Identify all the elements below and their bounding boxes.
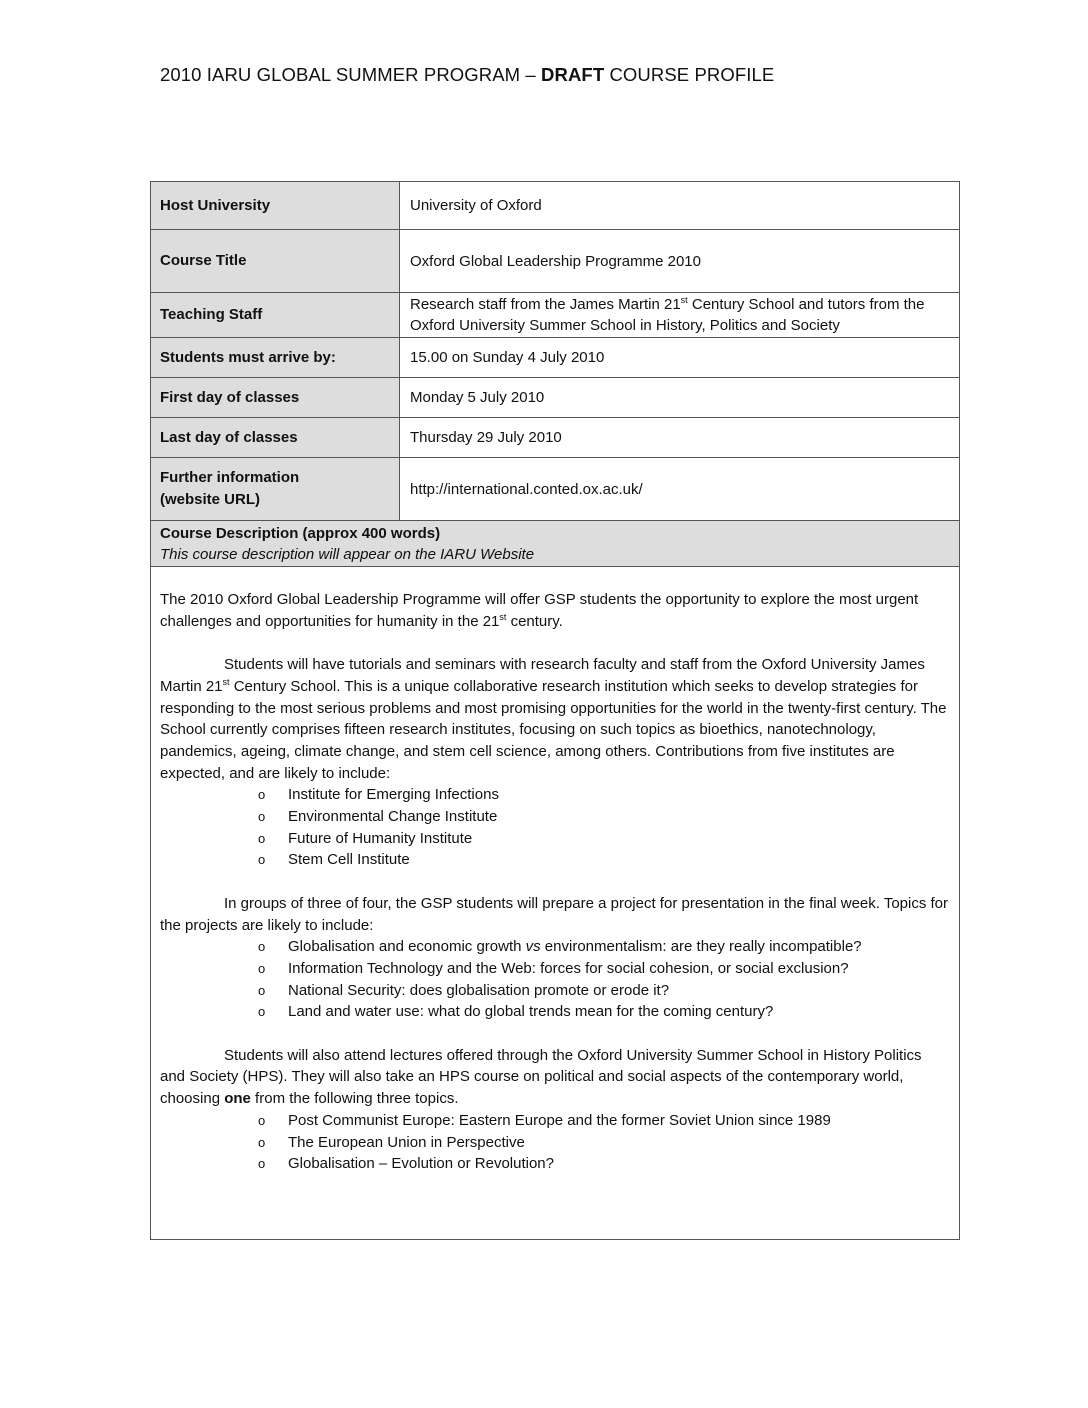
text: Students will have tutorials and seminars with research faculty and staff from the Oxford University James Martin 21 [160,656,925,695]
value: Monday 5 July 2010 [410,389,545,406]
list-item [160,1001,950,1023]
text: from the following three topics. [250,1090,459,1108]
text: Land and water use: what do global trends mean for the coming century? [288,1003,774,1021]
row-first-day [151,378,959,418]
text: Information Technology and the Web: forces for social cohesion, or social exclusion? [288,959,849,977]
description-body [151,567,959,1239]
label: First day of classes [151,378,400,417]
row-last-day [151,418,959,458]
description-header [151,521,959,567]
bullet-icon: o [258,1112,266,1128]
text: Future of Humanity Institute [288,829,473,847]
list-item [160,1153,950,1175]
description-subheading: This course description will appear on the IARU Website [160,546,535,563]
institutes-list [160,784,950,871]
bullet-icon: o [258,1134,266,1150]
row-arrival [151,338,959,378]
paragraph-tutorials [160,654,950,784]
value: University of Oxford [410,197,542,214]
superscript: st [222,676,230,687]
text: Post Communist Europe: Eastern Europe and the former Soviet Union since 1989 [288,1111,831,1129]
hps-courses-list [160,1110,950,1175]
value: Oxford Global Leadership Programme 2010 [410,252,701,270]
bullet-icon: o [258,1156,266,1172]
list-item [160,784,950,806]
bullet-icon: o [258,982,266,998]
value: 15.00 on Sunday 4 July 2010 [410,349,605,366]
list-item [160,980,950,1002]
row-further-info [151,458,959,521]
paragraph-projects: In groups of three of four, the GSP students will prepare a project for presentation in the final week. Topics for the projects are likely to include: [160,894,949,934]
text-italic: vs [525,938,541,956]
list-item [160,849,950,871]
label: Host University [151,182,400,229]
row-course-title [151,230,959,293]
bullet-icon: o [258,787,266,803]
text: Globalisation and economic growth [288,938,526,956]
label: Last day of classes [151,418,400,457]
text: century. [506,612,563,630]
text: Institute for Emerging Infections [288,786,499,804]
bullet-icon: o [258,939,266,955]
label: Teaching Staff [151,293,400,337]
label: Students must arrive by: [151,338,400,377]
text: Research staff from the James Martin 21 [410,296,681,313]
title-suffix: COURSE PROFILE [604,64,775,85]
row-host-university [151,182,959,230]
text: The 2010 Oxford Global Leadership Programme will offer GSP students the opportunity to explore the most urgent challenges and opportunities for humanity in the 21 [160,591,919,630]
text: Environmental Change Institute [288,808,498,826]
bullet-icon: o [258,852,266,868]
website-url-link[interactable]: http://international.conted.ox.ac.uk/ [410,480,643,498]
superscript: st [499,611,507,622]
list-item [160,806,950,828]
title-prefix: 2010 IARU GLOBAL SUMMER PROGRAM – [160,64,542,85]
text: environmentalism: are they really incompatible? [540,938,862,956]
page-title [160,64,774,86]
label [151,458,400,520]
list-item [160,828,950,850]
superscript: st [680,295,688,305]
text-bold: one [224,1090,251,1108]
paragraph-hps [160,1045,950,1110]
text: Century School and tutors from the Oxford University Summer School in History, Politics and Society [410,296,925,334]
description-heading: Course Description (approx 400 words) [160,525,441,542]
list-item [160,958,950,980]
bullet-icon: o [258,809,266,825]
label-line: (website URL) [160,491,261,508]
text: Century School. This is a unique collaborative research institution which seeks to develop strategies for responding to the most serious problems and most promising opportunities for the world in the twenty-first century. The School currently comprises fifteen research institutes, focusing on such topics as bioethics, nanotechnology, pandemics, ageing, climate change, and stem cell science, among others. Contributions from five institutes are expected, and are likely to include: [160,677,947,782]
list-item [160,1132,950,1154]
label: Course Title [151,230,400,292]
value: Thursday 29 July 2010 [410,429,562,446]
text: Globalisation – Evolution or Revolution? [288,1155,554,1173]
text: The European Union in Perspective [288,1133,525,1151]
course-profile-table [150,181,960,1240]
bullet-icon: o [258,830,266,846]
text: Students will also attend lectures offered through the Oxford University Summer School in History Politics and Society (HPS). They will also take an HPS course on political and social aspects of the contemporary world, choosing [160,1046,922,1108]
list-item [160,936,950,958]
text: Stem Cell Institute [288,851,410,869]
paragraph-intro [160,589,950,632]
bullet-icon: o [258,1004,266,1020]
label-line: Further information [160,469,300,486]
value [400,293,959,337]
row-teaching-staff [151,293,959,338]
bullet-icon: o [258,960,266,976]
topics-list [160,936,950,1023]
text: National Security: does globalisation promote or erode it? [288,981,670,999]
list-item [160,1110,950,1132]
title-draft: DRAFT [541,64,605,85]
